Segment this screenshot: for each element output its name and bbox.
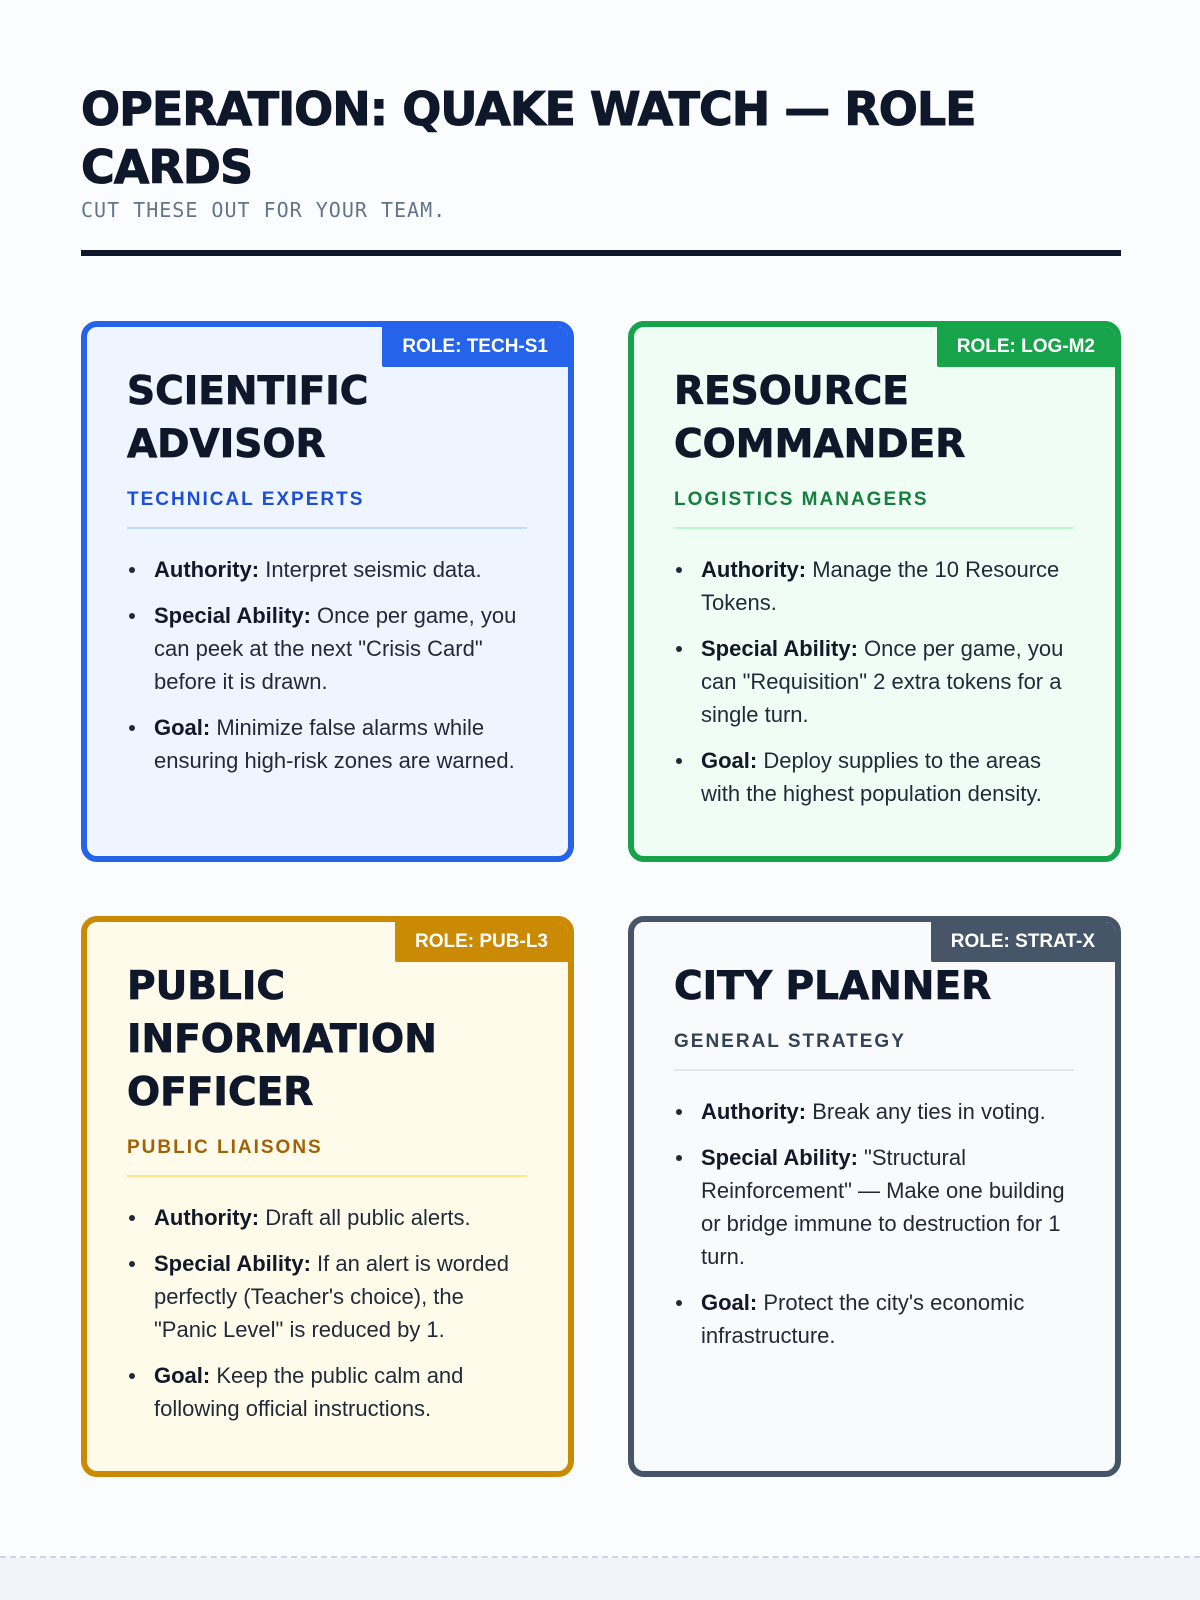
bullet-icon	[129, 567, 135, 573]
bullet-icon	[676, 1300, 682, 1306]
item-label: Authority:	[701, 557, 807, 582]
bullet-icon	[676, 567, 682, 573]
role-card-resource-commander	[628, 321, 1121, 862]
bullet-icon	[676, 758, 682, 764]
item-label: Goal:	[154, 715, 211, 740]
header-divider	[81, 250, 1121, 256]
item-text: Break any ties in voting.	[806, 1099, 1046, 1124]
item-text: Minimize false alarms while ensuring high-risk zones are warned.	[154, 715, 515, 773]
list-item	[127, 1247, 527, 1346]
item-label: Special Ability:	[154, 603, 311, 628]
list-item	[674, 744, 1074, 810]
list-item	[127, 553, 527, 586]
list-item	[127, 711, 527, 777]
bullet-icon	[129, 725, 135, 731]
item-label: Authority:	[154, 1205, 260, 1230]
page-subtitle: CUT THESE OUT FOR YOUR TEAM.	[81, 198, 447, 222]
item-text: If an alert is worded perfectly (Teacher's choice), the "Panic Level" is reduced by 1.	[154, 1251, 509, 1342]
list-item	[674, 553, 1074, 619]
item-text: Draft all public alerts.	[259, 1205, 471, 1230]
page-header	[81, 80, 1121, 256]
card-divider	[674, 527, 1074, 529]
list-item	[674, 632, 1074, 731]
item-text: Once per game, you can peek at the next "Crisis Card" before it is drawn.	[154, 603, 517, 694]
item-label: Goal:	[701, 1290, 758, 1315]
role-title: PUBLIC INFORMATION OFFICER	[127, 964, 437, 1115]
role-group: LOGISTICS MANAGERS	[674, 489, 929, 510]
item-text: "Structural Reinforcement" — Make one building or bridge immune to destruction for 1 turn.	[701, 1145, 1065, 1269]
role-card-city-planner	[628, 916, 1121, 1477]
role-badge: ROLE: LOG-M2	[937, 327, 1115, 367]
item-text: Deploy supplies to the areas with the highest population density.	[701, 748, 1042, 806]
item-text: Interpret seismic data.	[259, 557, 482, 582]
role-details-list	[674, 1095, 1074, 1352]
list-item	[127, 1201, 527, 1234]
role-details-list	[674, 553, 1074, 810]
footer-band	[0, 1558, 1200, 1600]
list-item	[674, 1095, 1074, 1128]
role-card-scientific-advisor	[81, 321, 574, 862]
list-item	[127, 599, 527, 698]
role-badge: ROLE: TECH-S1	[382, 327, 568, 367]
role-title: RESOURCE COMMANDER	[674, 369, 966, 467]
bullet-icon	[676, 1109, 682, 1115]
role-title: CITY PLANNER	[674, 964, 992, 1009]
role-details-list	[127, 553, 527, 777]
bullet-icon	[676, 646, 682, 652]
card-divider	[674, 1069, 1074, 1071]
bullet-icon	[129, 1215, 135, 1221]
item-label: Authority:	[701, 1099, 807, 1124]
card-divider	[127, 1175, 527, 1177]
item-label: Authority:	[154, 557, 260, 582]
role-details-list	[127, 1201, 527, 1425]
item-text: Once per game, you can "Requisition" 2 extra tokens for a single turn.	[701, 636, 1064, 727]
item-label: Special Ability:	[701, 636, 858, 661]
role-badge: ROLE: PUB-L3	[395, 922, 568, 962]
card-divider	[127, 527, 527, 529]
role-group: PUBLIC LIAISONS	[127, 1137, 323, 1158]
bullet-icon	[129, 613, 135, 619]
item-text: Protect the city's economic infrastructure.	[701, 1290, 1025, 1348]
role-card-public-information-officer	[81, 916, 574, 1477]
role-group: TECHNICAL EXPERTS	[127, 489, 365, 510]
role-badge: ROLE: STRAT-X	[931, 922, 1115, 962]
list-item	[674, 1286, 1074, 1352]
page-title: OPERATION: QUAKE WATCH — ROLE CARDS	[81, 82, 976, 194]
list-item	[127, 1359, 527, 1425]
item-text: Keep the public calm and following official instructions.	[154, 1363, 464, 1421]
role-group: GENERAL STRATEGY	[674, 1031, 906, 1052]
item-label: Special Ability:	[701, 1145, 858, 1170]
bullet-icon	[129, 1261, 135, 1267]
item-label: Special Ability:	[154, 1251, 311, 1276]
item-label: Goal:	[701, 748, 758, 773]
list-item	[674, 1141, 1074, 1273]
bullet-icon	[129, 1373, 135, 1379]
bullet-icon	[676, 1155, 682, 1161]
item-text: Manage the 10 Resource Tokens.	[701, 557, 1060, 615]
role-title: SCIENTIFIC ADVISOR	[127, 369, 369, 467]
item-label: Goal:	[154, 1363, 211, 1388]
